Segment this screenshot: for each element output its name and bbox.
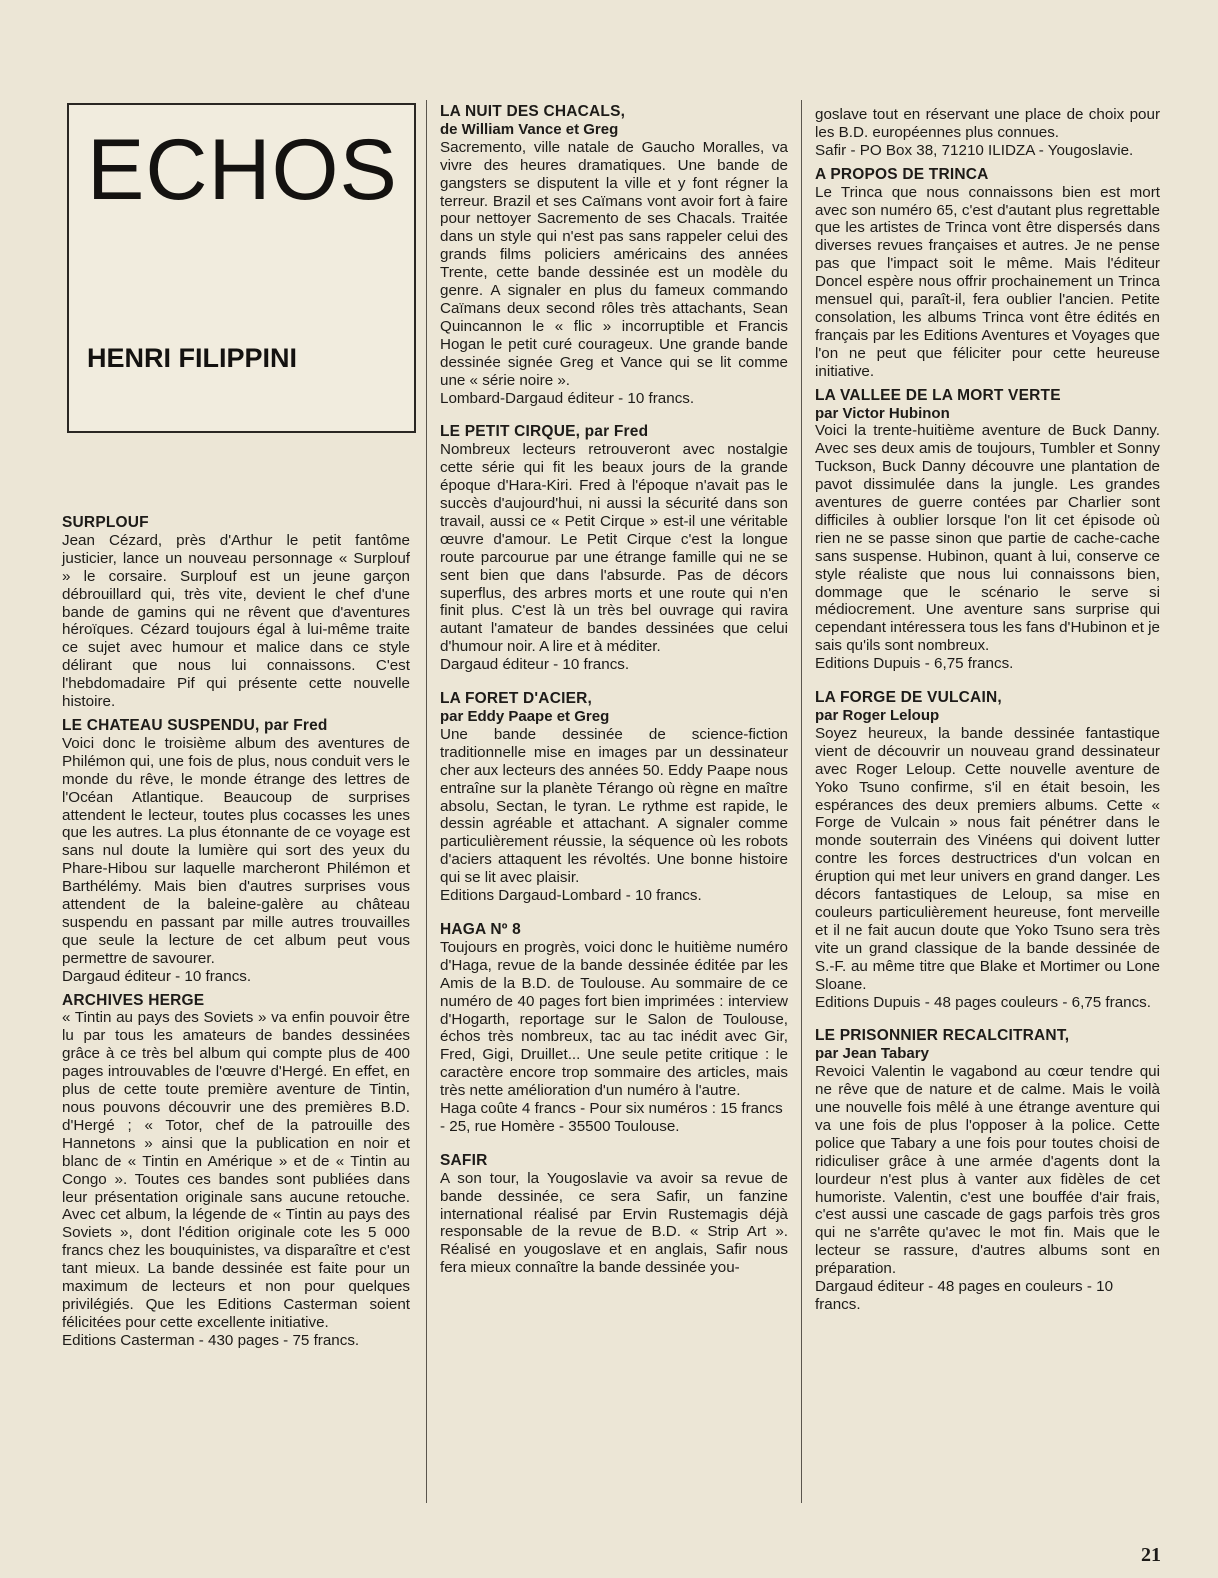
article-body: Soyez heureux, la bande dessinée fantastique vient de découvrir un nouveau grand dessinateur avec Roger Leloup. Cette nouvelle aventure de Yoko Tsuno confirme, s'il en était besoin, les espérances des deux premiers albums. Cette « Forge de Vulcain » nous fait pénétrer dans le monde souterrain des Vinéens qui doivent lutter contre les forces destructrices d'un volcan en éruption qui met leur univers en grand danger. Les décors fantastiques de Leloup, sa mise en couleurs particulièrement heureuse, font merveille et il ne fait aucun doute que Yoko Tsuno sera très vite un grand classique de la bande dessinée de S.-F. au même titre que Blake et Mortimer ou Lone Sloane.	[815, 724, 1160, 993]
article-footer: Dargaud éditeur - 48 pages en couleurs - 10 francs.	[815, 1278, 1114, 1313]
article	[440, 103, 788, 407]
author-name: HENRI FILIPPINI	[87, 343, 298, 373]
article-body: Jean Cézard, près d'Arthur le petit fantôme justicier, lance un nouveau personnage « Surplouf » le corsaire. Surplouf est un jeune garçon débrouillard qui, très vite, devient le chef d'une bande de gamins qui ne rêvent que d'aventures héroïques. Cézard toujours égal à lui-même traite ce sujet avec humour et malice dans ce style délirant que nous lui connaissons. C'est l'hebdomadaire Pif qui présente cette nouvelle histoire.	[62, 531, 410, 711]
article	[62, 514, 410, 711]
article-body: Voici donc le troisième album des aventures de Philémon qui, une fois de plus, nous conduit vers le monde du rêve, le monde étrange des lettres de l'Océan Atlantique. Beaucoup de surprises attendent le lecteur, toutes plus cocasses les unes que les autres. La plus étonnante de ce voyage est sans nul doute la lumière qui sort des yeux du Phare-Hibou sur laquelle marcheront Philémon et Barthélémy. Mais bien d'autres surprises vous attendent de la baleine-galère au château suspendu en passant par mille autres trouvailles que seule la lecture de cet album peut vous permettre de savourer.	[62, 734, 410, 967]
article	[815, 387, 1160, 674]
article-heading: SURPLOUF	[62, 514, 149, 531]
article-subheading: de William Vance et Greg	[440, 120, 619, 138]
article-footer: Dargaud éditeur - 10 francs.	[62, 967, 252, 985]
article-footer: Editions Dupuis - 6,75 francs.	[815, 655, 1014, 673]
article-subheading: par Victor Hubinon	[815, 404, 950, 422]
article-body: Nombreux lecteurs retrouveront avec nostalgie cette série qui fit les beaux jours de la grande époque d'Hara-Kiri. Fred à l'époque n'avait pas le succès d'aujourd'hui, ni aussi la sécurité dans son travail, aussi ce « Petit Cirque » est-il une véritable œuvre d'amour. Le Petit Cirque c'est la longue route parcourue par une étrange famille qui ne se sent bien que dans l'absurde. Pas de décors superflus, des arbres morts et une route qui n'en finit plus. C'est là un très bel ouvrage qui ravira autant l'amateur de bandes dessinées que celui d'humour noir. A lire et à méditer.	[440, 441, 788, 656]
article-subheading: par Roger Leloup	[815, 707, 940, 724]
article-body: A son tour, la Yougoslavie va avoir sa revue de bande dessinée, ce sera Safir, un fanzine international réalisé par Ervin Rustemagis déjà responsable de la revue de B.D. « Strip Art ». Réalisé en yougoslave et en anglais, Safir nous fera mieux connaître la bande dessinée you-	[440, 1169, 788, 1277]
article-heading: LA VALLEE DE LA MORT VERTE	[815, 386, 1061, 404]
article-body: Toujours en progrès, voici donc le huitième numéro d'Haga, revue de la bande dessinée éditée par les Amis de la B.D. de Toulouse. Au sommaire de ce numéro de 40 pages fort bien imprimées : interview d'Hogarth, reportage sur le Salon de Toulouse, échos très nombreux, tac au tac inédit avec Gir, Fred, Gigi, Druillet... Une seule petite critique : le caractère encore trop sommaire des articles, mais très nette amélioration d'un numéro à l'autre.	[440, 938, 788, 1100]
article-heading: SAFIR	[440, 1151, 488, 1169]
column-3	[815, 106, 1160, 1330]
article-body: « Tintin au pays des Soviets » va enfin pouvoir être lu par tous les amateurs de bandes dessinées grâce à ce très bel album qui compte plus de 400 pages introuvables de l'œuvre d'Hergé. En effet, en plus de cette toute première aventure de Tintin, nous pouvons découvrir une des premières B.D. d'Hergé ; « Totor, chef de la patrouille des Hannetons » ainsi que la publication en noir et blanc de « Tintin en Amérique » et de « Tintin au Congo ». Toutes ces bandes sont publiées dans leur présentation originale sans aucune retouche. Avec cet album, la légende de « Tintin au pays des Soviets », dont l'édition originale cote les 5 000 francs chez les bouquinistes, va disparaître et c'est tant mieux. La bande dessinée est faite pour un maximum de lecteurs et non pour quelques privilégiés. Que les Editions Casterman soient félicitées pour cette excellente initiative.	[62, 1009, 410, 1331]
article	[815, 106, 1160, 160]
article-body: goslave tout en réservant une place de choix pour les B.D. européennes plus connues.	[815, 106, 1160, 141]
page-number: 21	[1141, 1544, 1161, 1566]
article-footer: Dargaud éditeur - 10 francs.	[440, 656, 630, 674]
article-footer: Lombard-Dargaud éditeur - 10 francs.	[440, 389, 695, 407]
article-subheading: par Eddy Paape et Greg	[440, 708, 610, 725]
article-footer: Editions Dupuis - 48 pages couleurs - 6,75 francs.	[815, 993, 1151, 1011]
article-heading: HAGA Nº 8	[440, 920, 521, 938]
column-divider	[801, 100, 802, 1503]
article-footer: Editions Casterman - 430 pages - 75 francs.	[62, 1331, 360, 1349]
article	[440, 690, 788, 905]
article-body: Revoici Valentin le vagabond au cœur tendre qui ne rêve que de nature et de calme. Mais le voilà une nouvelle fois mêlé à une étrange aventure qui va une fois de plus l'opposer à la police. Cette police que Tabary a une fois pour toutes choisi de ridiculiser grâce à une armée d'agents dont la lourdeur n'est plus à vanter aux fidèles de cet humoriste. Valentin, c'est une bouffée d'air frais, c'est aussi une cascade de gags parfois très gros qui ne s'arrête qu'avec le mot fin. Mais que le lecteur se rassure, d'autres albums sont en préparation.	[815, 1063, 1160, 1278]
article-heading: LA FORGE DE VULCAIN,	[815, 689, 1002, 707]
article-body: Voici la trente-huitième aventure de Buck Danny. Avec ses deux amis de toujours, Tumbler et Sonny Tuckson, Buck Danny découvre une plantation de pavot dissimulée dans la jungle. Les grandes aventures de guerre contées par Charlier sont difficiles à oublier lorsque l'on lit cet épisode où rien ne se passe sinon que partie de cache-cache sans suspense. Hubinon, quant à lui, conserve ce style réaliste que nous lui connaissons bien, dommage que le scénario le serve si médiocrement. Une aventure sans surprise qui cependant intéressera tous les fans d'Hubinon et je sais qu'ils sont nombreux.	[815, 422, 1160, 655]
article	[815, 166, 1160, 381]
article-footer: Haga coûte 4 francs - Pour six numéros : 15 francs - 25, rue Homère - 35500 Toulouse.	[440, 1100, 783, 1135]
article-heading: A PROPOS DE TRINCA	[815, 165, 989, 183]
article-body: Une bande dessinée de science-fiction traditionnelle mise en images par un dessinateur cher aux lecteurs des années 50. Eddy Paape nous entraîne sur la planète Térango où règne en maître absolu, Sectan, le tyran. Le rythme est rapide, le dessin agréable et attachant. A signaler comme particulièrement réussie, la séquence où les robots d'aciers attaquent les révoltés. Une bonne histoire qui se lit avec plaisir.	[440, 725, 788, 887]
article-footer: Safir - PO Box 38, 71210 ILIDZA - Yougoslavie.	[815, 141, 1134, 159]
article	[815, 689, 1160, 1011]
article-heading: LA NUIT DES CHACALS,	[440, 103, 626, 120]
column-1	[62, 514, 410, 1366]
article-heading: LE PRISONNIER RECALCITRANT,	[815, 1027, 1070, 1045]
article	[440, 1152, 788, 1277]
article	[62, 717, 410, 986]
article-heading: LE PETIT CIRQUE, par Fred	[440, 423, 649, 441]
title-box	[67, 103, 416, 433]
article-heading: LA FORET D'ACIER,	[440, 690, 593, 708]
article-body: Sacremento, ville natale de Gaucho Moralles, va vivre des heures dramatiques. Une bande de gangsters se disputent la ville et y font régner la terreur. Brazil et ses Caïmans vont avoir fort à faire pour nettoyer Sacremento de ses Chacals. Traitée dans un style qui n'est pas sans rappeler celui des grands films policiers américains des années Trente, cette bande dessinée est un modèle du genre. A signaler en plus du fameux commando Caïmans deux second rôles très attachants, Sean Quincannon le « flic » incorruptible et Francis Hogan le petit curé courageux. Une grande bande dessinée signée Greg et Vance qui se lit comme une « série noire ».	[440, 138, 788, 389]
article-heading: ARCHIVES HERGE	[62, 991, 205, 1009]
article-footer: Editions Dargaud-Lombard - 10 francs.	[440, 887, 702, 905]
article-heading: LE CHATEAU SUSPENDU, par Fred	[62, 716, 328, 734]
article	[62, 992, 410, 1350]
article	[440, 423, 788, 674]
column-divider	[426, 100, 427, 1503]
column-2	[440, 103, 788, 1293]
article	[440, 921, 788, 1136]
article	[815, 1027, 1160, 1314]
page-title: ECHOS	[87, 122, 398, 218]
article-subheading: par Jean Tabary	[815, 1045, 929, 1063]
article-body: Le Trinca que nous connaissons bien est mort avec son numéro 65, c'est d'autant plus regrettable que les artistes de Trinca vont être dispersés dans diverses revues françaises et autres. Je ne pense pas que l'impact soit le même. Mais l'éditeur Doncel espère nous offrir prochainement un Trinca mensuel qui, paraît-il, fera oublier l'ancien. Petite consolation, les albums Trinca vont être édités en français par les Editions Aventures et Voyages que l'on ne peut que féliciter pour cette heureuse initiative.	[815, 183, 1160, 380]
